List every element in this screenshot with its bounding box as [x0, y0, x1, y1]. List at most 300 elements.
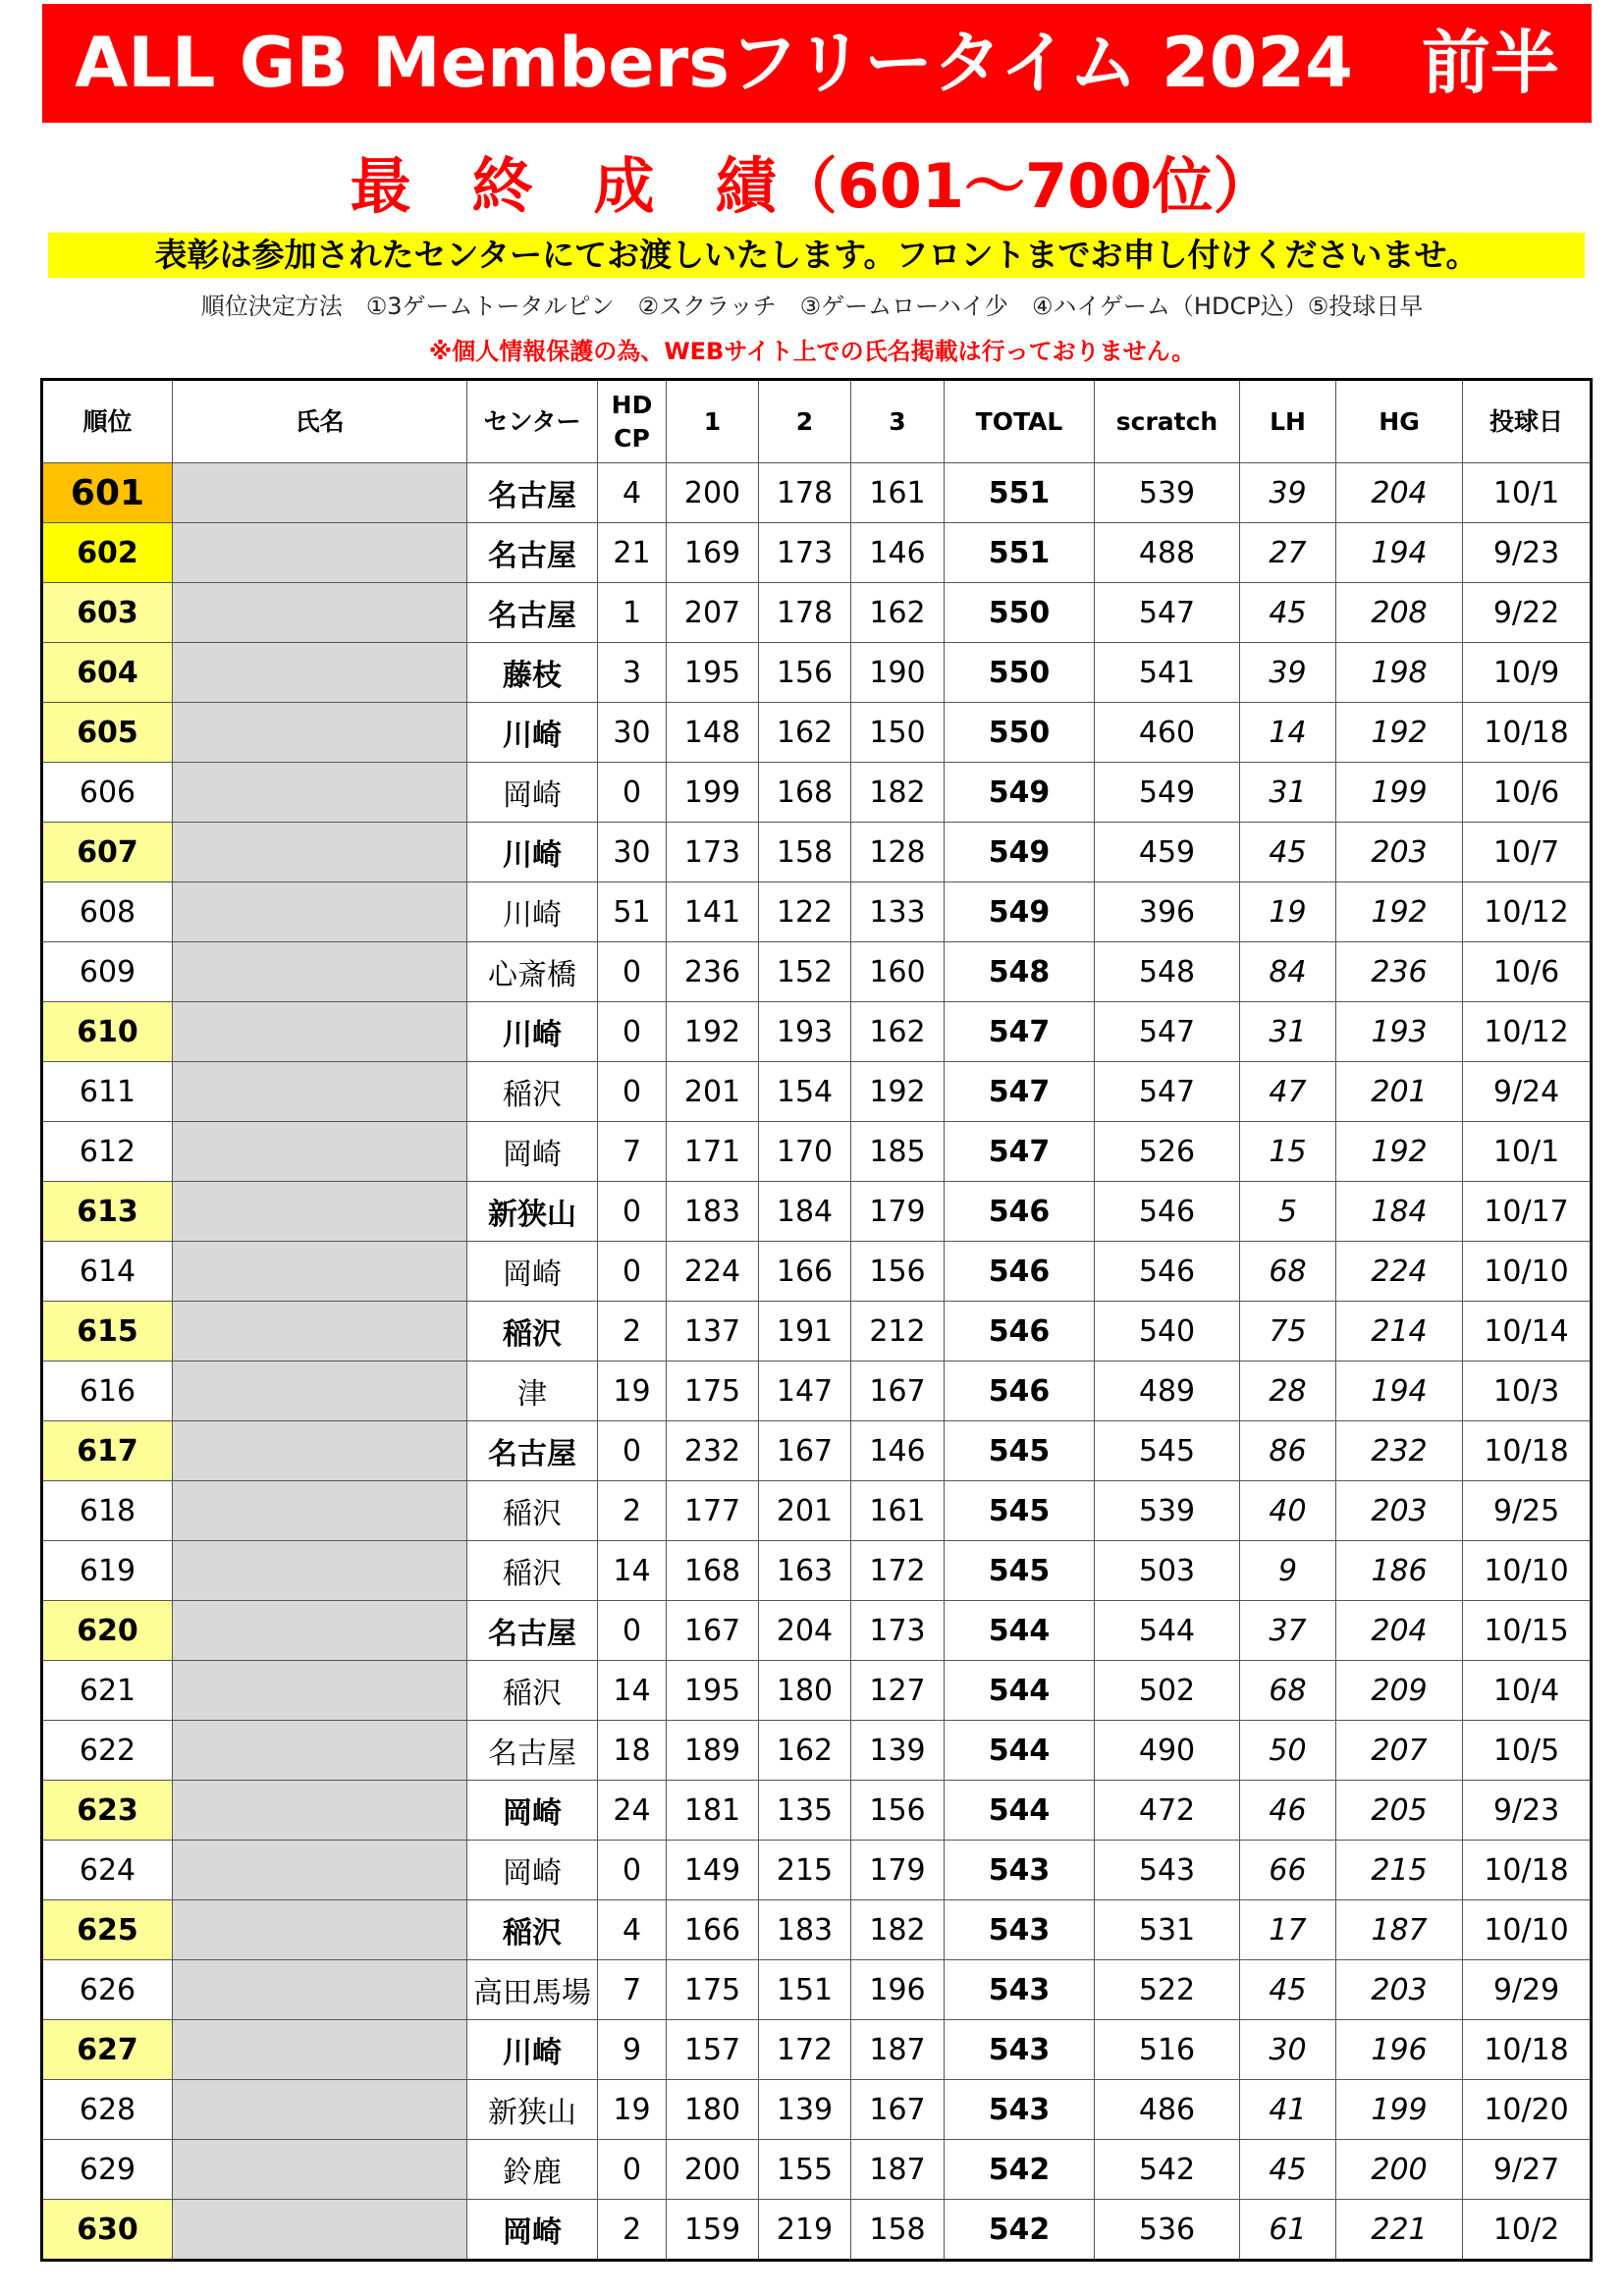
game2-cell: 147 — [759, 1362, 851, 1421]
lh-cell: 50 — [1240, 1721, 1336, 1781]
date-cell: 9/25 — [1463, 1481, 1592, 1541]
game3-cell: 146 — [851, 1421, 945, 1481]
game3-cell: 156 — [851, 1242, 945, 1302]
game1-cell: 141 — [667, 882, 759, 942]
total-cell: 544 — [945, 1661, 1095, 1721]
game2-cell: 139 — [759, 2080, 851, 2140]
name-cell — [173, 1002, 467, 1062]
hdcp-cell: 14 — [598, 1661, 667, 1721]
col-header-name: 氏名 — [173, 380, 467, 463]
hdcp-cell: 19 — [598, 2080, 667, 2140]
game2-cell: 178 — [759, 463, 851, 523]
hg-cell: 204 — [1336, 463, 1463, 523]
scratch-cell: 536 — [1095, 2200, 1240, 2261]
page-title: ALL GB Membersフリータイム 2024 前半 — [42, 4, 1592, 123]
table-row — [42, 1002, 1592, 1062]
lh-cell: 14 — [1240, 703, 1336, 763]
game2-cell: 173 — [759, 523, 851, 583]
total-cell: 543 — [945, 1900, 1095, 1960]
ranking-method-note: 順位決定方法 ①3ゲームトータルピン ②スクラッチ ③ゲームローハイ少 ④ハイゲーム（HDCP込）⑤投球日早 — [200, 293, 1424, 320]
total-cell: 543 — [945, 1960, 1095, 2020]
table-row — [42, 1541, 1592, 1601]
center-cell: 高田馬場 — [467, 1960, 598, 2020]
scratch-cell: 547 — [1095, 583, 1240, 643]
date-cell: 10/10 — [1463, 1242, 1592, 1302]
center-cell: 名古屋 — [467, 1721, 598, 1781]
hdcp-cell: 7 — [598, 1122, 667, 1182]
name-cell — [173, 1541, 467, 1601]
name-cell — [173, 1362, 467, 1421]
hg-cell: 187 — [1336, 1900, 1463, 1960]
game1-cell: 159 — [667, 2200, 759, 2261]
lh-cell: 17 — [1240, 1900, 1336, 1960]
rank-cell: 608 — [42, 882, 173, 942]
game3-cell: 173 — [851, 1601, 945, 1661]
col-header-lh: LH — [1240, 380, 1336, 463]
lh-cell: 84 — [1240, 942, 1336, 1002]
date-cell: 10/10 — [1463, 1541, 1592, 1601]
date-cell: 10/18 — [1463, 1421, 1592, 1481]
hg-cell: 215 — [1336, 1841, 1463, 1900]
col-header-total: TOTAL — [945, 380, 1095, 463]
hg-cell: 196 — [1336, 2020, 1463, 2080]
scratch-cell: 546 — [1095, 1242, 1240, 1302]
rank-cell: 606 — [42, 763, 173, 823]
hdcp-cell: 0 — [598, 1062, 667, 1122]
hdcp-cell: 0 — [598, 1841, 667, 1900]
lh-cell: 86 — [1240, 1421, 1336, 1481]
rank-cell: 623 — [42, 1781, 173, 1841]
hdcp-cell: 19 — [598, 1362, 667, 1421]
center-cell: 新狭山 — [467, 2080, 598, 2140]
rank-cell: 630 — [42, 2200, 173, 2261]
name-cell — [173, 1900, 467, 1960]
date-cell: 10/1 — [1463, 1122, 1592, 1182]
hg-cell: 186 — [1336, 1541, 1463, 1601]
date-cell: 10/15 — [1463, 1601, 1592, 1661]
name-cell — [173, 1661, 467, 1721]
table-row — [42, 763, 1592, 823]
lh-cell: 31 — [1240, 1002, 1336, 1062]
center-cell: 名古屋 — [467, 523, 598, 583]
total-cell: 545 — [945, 1541, 1095, 1601]
center-cell: 岡崎 — [467, 1781, 598, 1841]
hg-cell: 192 — [1336, 1122, 1463, 1182]
game3-cell: 172 — [851, 1541, 945, 1601]
game2-cell: 172 — [759, 2020, 851, 2080]
table-row — [42, 1421, 1592, 1481]
name-cell — [173, 583, 467, 643]
game1-cell: 173 — [667, 823, 759, 882]
col-header-game3: 3 — [851, 380, 945, 463]
name-cell — [173, 882, 467, 942]
rank-cell: 624 — [42, 1841, 173, 1900]
rank-cell: 610 — [42, 1002, 173, 1062]
total-cell: 547 — [945, 1002, 1095, 1062]
privacy-note: ※個人情報保護の為、WEBサイト上での氏名掲載は行っておりません。 — [428, 338, 1196, 365]
game1-cell: 148 — [667, 703, 759, 763]
table-row — [42, 643, 1592, 703]
total-cell: 550 — [945, 643, 1095, 703]
game2-cell: 162 — [759, 703, 851, 763]
game3-cell: 160 — [851, 942, 945, 1002]
total-cell: 551 — [945, 463, 1095, 523]
col-header-rank: 順位 — [42, 380, 173, 463]
game2-cell: 158 — [759, 823, 851, 882]
name-cell — [173, 1481, 467, 1541]
total-cell: 551 — [945, 523, 1095, 583]
hdcp-cell: 4 — [598, 463, 667, 523]
scratch-cell: 539 — [1095, 463, 1240, 523]
game1-cell: 207 — [667, 583, 759, 643]
game3-cell: 196 — [851, 1960, 945, 2020]
game1-cell: 200 — [667, 2140, 759, 2200]
game3-cell: 185 — [851, 1122, 945, 1182]
col-header-date: 投球日 — [1463, 380, 1592, 463]
date-cell: 10/3 — [1463, 1362, 1592, 1421]
center-cell: 藤枝 — [467, 643, 598, 703]
hg-cell: 204 — [1336, 1601, 1463, 1661]
hdcp-cell: 51 — [598, 882, 667, 942]
hdcp-cell: 7 — [598, 1960, 667, 2020]
lh-cell: 39 — [1240, 643, 1336, 703]
center-cell: 岡崎 — [467, 763, 598, 823]
table-row — [42, 1481, 1592, 1541]
game2-cell: 215 — [759, 1841, 851, 1900]
table-row — [42, 2140, 1592, 2200]
lh-cell: 9 — [1240, 1541, 1336, 1601]
game2-cell: 170 — [759, 1122, 851, 1182]
lh-cell: 15 — [1240, 1122, 1336, 1182]
center-cell: 稲沢 — [467, 1541, 598, 1601]
total-cell: 542 — [945, 2200, 1095, 2261]
hdcp-cell: 2 — [598, 1302, 667, 1362]
game2-cell: 183 — [759, 1900, 851, 1960]
table-row — [42, 1601, 1592, 1661]
game1-cell: 171 — [667, 1122, 759, 1182]
results-table — [40, 378, 1593, 2262]
total-cell: 544 — [945, 1721, 1095, 1781]
name-cell — [173, 643, 467, 703]
hdcp-cell: 1 — [598, 583, 667, 643]
table-row — [42, 1960, 1592, 2020]
game3-cell: 158 — [851, 2200, 945, 2261]
hdcp-cell: 0 — [598, 1601, 667, 1661]
game1-cell: 168 — [667, 1541, 759, 1601]
table-row — [42, 823, 1592, 882]
date-cell: 10/4 — [1463, 1661, 1592, 1721]
name-cell — [173, 2200, 467, 2261]
game1-cell: 167 — [667, 1601, 759, 1661]
date-cell: 10/18 — [1463, 703, 1592, 763]
center-cell: 稲沢 — [467, 1900, 598, 1960]
rank-cell: 620 — [42, 1601, 173, 1661]
total-cell: 543 — [945, 1841, 1095, 1900]
hdcp-cell: 0 — [598, 1242, 667, 1302]
total-cell: 545 — [945, 1421, 1095, 1481]
game3-cell: 162 — [851, 1002, 945, 1062]
name-cell — [173, 1122, 467, 1182]
lh-cell: 27 — [1240, 523, 1336, 583]
hdcp-cell: 14 — [598, 1541, 667, 1601]
hg-cell: 214 — [1336, 1302, 1463, 1362]
table-row — [42, 1841, 1592, 1900]
date-cell: 10/6 — [1463, 763, 1592, 823]
game1-cell: 180 — [667, 2080, 759, 2140]
game1-cell: 183 — [667, 1182, 759, 1242]
game2-cell: 204 — [759, 1601, 851, 1661]
scratch-cell: 502 — [1095, 1661, 1240, 1721]
total-cell: 546 — [945, 1182, 1095, 1242]
game1-cell: 189 — [667, 1721, 759, 1781]
name-cell — [173, 2140, 467, 2200]
game2-cell: 166 — [759, 1242, 851, 1302]
total-cell: 546 — [945, 1242, 1095, 1302]
game2-cell: 154 — [759, 1062, 851, 1122]
hg-cell: 199 — [1336, 763, 1463, 823]
table-row — [42, 1242, 1592, 1302]
hg-cell: 194 — [1336, 523, 1463, 583]
lh-cell: 68 — [1240, 1242, 1336, 1302]
game3-cell: 167 — [851, 1362, 945, 1421]
table-header-row — [42, 380, 1592, 463]
center-cell: 心斎橋 — [467, 942, 598, 1002]
center-cell: 川崎 — [467, 1002, 598, 1062]
game2-cell: 151 — [759, 1960, 851, 2020]
date-cell: 9/22 — [1463, 583, 1592, 643]
game2-cell: 167 — [759, 1421, 851, 1481]
name-cell — [173, 1302, 467, 1362]
game3-cell: 179 — [851, 1182, 945, 1242]
center-cell: 新狭山 — [467, 1182, 598, 1242]
lh-cell: 45 — [1240, 583, 1336, 643]
table-row — [42, 882, 1592, 942]
date-cell: 10/6 — [1463, 942, 1592, 1002]
name-cell — [173, 1960, 467, 2020]
lh-cell: 46 — [1240, 1781, 1336, 1841]
hg-cell: 184 — [1336, 1182, 1463, 1242]
game3-cell: 133 — [851, 882, 945, 942]
results-body — [42, 463, 1592, 2261]
rank-cell: 622 — [42, 1721, 173, 1781]
lh-cell: 45 — [1240, 1960, 1336, 2020]
center-cell: 名古屋 — [467, 463, 598, 523]
game3-cell: 139 — [851, 1721, 945, 1781]
scratch-cell: 472 — [1095, 1781, 1240, 1841]
rank-cell: 607 — [42, 823, 173, 882]
scratch-cell: 488 — [1095, 523, 1240, 583]
game1-cell: 149 — [667, 1841, 759, 1900]
game1-cell: 166 — [667, 1900, 759, 1960]
total-cell: 546 — [945, 1302, 1095, 1362]
hg-cell: 209 — [1336, 1661, 1463, 1721]
rank-cell: 627 — [42, 2020, 173, 2080]
scratch-cell: 489 — [1095, 1362, 1240, 1421]
scratch-cell: 542 — [1095, 2140, 1240, 2200]
rank-cell: 626 — [42, 1960, 173, 2020]
date-cell: 10/18 — [1463, 2020, 1592, 2080]
game1-cell: 175 — [667, 1362, 759, 1421]
scratch-cell: 531 — [1095, 1900, 1240, 1960]
game2-cell: 180 — [759, 1661, 851, 1721]
scratch-cell: 486 — [1095, 2080, 1240, 2140]
rank-cell: 613 — [42, 1182, 173, 1242]
game1-cell: 169 — [667, 523, 759, 583]
game1-cell: 232 — [667, 1421, 759, 1481]
scratch-cell: 549 — [1095, 763, 1240, 823]
total-cell: 550 — [945, 703, 1095, 763]
center-cell: 川崎 — [467, 823, 598, 882]
game1-cell: 199 — [667, 763, 759, 823]
scratch-cell: 503 — [1095, 1541, 1240, 1601]
scratch-cell: 522 — [1095, 1960, 1240, 2020]
scratch-cell: 540 — [1095, 1302, 1240, 1362]
center-cell: 稲沢 — [467, 1062, 598, 1122]
table-row — [42, 703, 1592, 763]
name-cell — [173, 1242, 467, 1302]
total-cell: 546 — [945, 1362, 1095, 1421]
hdcp-cell: 0 — [598, 763, 667, 823]
total-cell: 543 — [945, 2080, 1095, 2140]
game2-cell: 162 — [759, 1721, 851, 1781]
total-cell: 545 — [945, 1481, 1095, 1541]
center-cell: 稲沢 — [467, 1302, 598, 1362]
table-row — [42, 1661, 1592, 1721]
table-row — [42, 1900, 1592, 1960]
date-cell: 9/29 — [1463, 1960, 1592, 2020]
game2-cell: 156 — [759, 643, 851, 703]
game2-cell: 122 — [759, 882, 851, 942]
rank-cell: 605 — [42, 703, 173, 763]
lh-cell: 37 — [1240, 1601, 1336, 1661]
game3-cell: 162 — [851, 583, 945, 643]
total-cell: 549 — [945, 823, 1095, 882]
lh-cell: 45 — [1240, 823, 1336, 882]
scratch-cell: 545 — [1095, 1421, 1240, 1481]
rank-cell: 628 — [42, 2080, 173, 2140]
date-cell: 10/2 — [1463, 2200, 1592, 2261]
name-cell — [173, 1781, 467, 1841]
hg-cell: 193 — [1336, 1002, 1463, 1062]
total-cell: 547 — [945, 1062, 1095, 1122]
date-cell: 10/1 — [1463, 463, 1592, 523]
name-cell — [173, 1182, 467, 1242]
table-row — [42, 1122, 1592, 1182]
lh-cell: 19 — [1240, 882, 1336, 942]
hg-cell: 199 — [1336, 2080, 1463, 2140]
game1-cell: 200 — [667, 463, 759, 523]
game1-cell: 157 — [667, 2020, 759, 2080]
date-cell: 9/23 — [1463, 1781, 1592, 1841]
total-cell: 548 — [945, 942, 1095, 1002]
date-cell: 9/27 — [1463, 2140, 1592, 2200]
game1-cell: 177 — [667, 1481, 759, 1541]
hg-cell: 200 — [1336, 2140, 1463, 2200]
total-cell: 547 — [945, 1122, 1095, 1182]
game2-cell: 184 — [759, 1182, 851, 1242]
name-cell — [173, 1421, 467, 1481]
game1-cell: 201 — [667, 1062, 759, 1122]
rank-cell: 601 — [42, 463, 173, 523]
rank-cell: 629 — [42, 2140, 173, 2200]
rank-cell: 618 — [42, 1481, 173, 1541]
date-cell: 10/5 — [1463, 1721, 1592, 1781]
lh-cell: 61 — [1240, 2200, 1336, 2261]
rank-cell: 611 — [42, 1062, 173, 1122]
table-row — [42, 463, 1592, 523]
rank-cell: 619 — [42, 1541, 173, 1601]
table-row — [42, 942, 1592, 1002]
hdcp-cell: 9 — [598, 2020, 667, 2080]
rank-cell: 602 — [42, 523, 173, 583]
game1-cell: 195 — [667, 643, 759, 703]
hdcp-cell: 3 — [598, 643, 667, 703]
hg-cell: 201 — [1336, 1062, 1463, 1122]
scratch-cell: 516 — [1095, 2020, 1240, 2080]
rank-cell: 604 — [42, 643, 173, 703]
name-cell — [173, 1062, 467, 1122]
scratch-cell: 459 — [1095, 823, 1240, 882]
table-row — [42, 1062, 1592, 1122]
hg-cell: 205 — [1336, 1781, 1463, 1841]
hg-cell: 203 — [1336, 1960, 1463, 2020]
col-header-hdcp-line2: CP — [614, 423, 650, 453]
hdcp-cell: 30 — [598, 703, 667, 763]
rank-cell: 614 — [42, 1242, 173, 1302]
date-cell: 10/20 — [1463, 2080, 1592, 2140]
game1-cell: 137 — [667, 1302, 759, 1362]
game3-cell: 190 — [851, 643, 945, 703]
scratch-cell: 543 — [1095, 1841, 1240, 1900]
game1-cell: 181 — [667, 1781, 759, 1841]
date-cell: 10/9 — [1463, 643, 1592, 703]
game3-cell: 187 — [851, 2020, 945, 2080]
game2-cell: 219 — [759, 2200, 851, 2261]
date-cell: 10/14 — [1463, 1302, 1592, 1362]
table-row — [42, 2200, 1592, 2261]
lh-cell: 45 — [1240, 2140, 1336, 2200]
total-cell: 549 — [945, 882, 1095, 942]
col-header-center: センター — [467, 380, 598, 463]
game2-cell: 152 — [759, 942, 851, 1002]
total-cell: 544 — [945, 1781, 1095, 1841]
date-cell: 9/23 — [1463, 523, 1592, 583]
col-header-game1: 1 — [667, 380, 759, 463]
game1-cell: 192 — [667, 1002, 759, 1062]
date-cell: 10/18 — [1463, 1841, 1592, 1900]
name-cell — [173, 1601, 467, 1661]
game2-cell: 135 — [759, 1781, 851, 1841]
hdcp-cell: 0 — [598, 1421, 667, 1481]
center-cell: 名古屋 — [467, 1601, 598, 1661]
game3-cell: 179 — [851, 1841, 945, 1900]
award-notice: 表彰は参加されたセンターにてお渡しいたします。フロントまでお申し付けくださいませ。 — [48, 233, 1585, 278]
hdcp-cell: 2 — [598, 1481, 667, 1541]
game3-cell: 156 — [851, 1781, 945, 1841]
rank-cell: 616 — [42, 1362, 173, 1421]
game3-cell: 128 — [851, 823, 945, 882]
rank-cell: 612 — [42, 1122, 173, 1182]
lh-cell: 28 — [1240, 1362, 1336, 1421]
name-cell — [173, 2080, 467, 2140]
game2-cell: 168 — [759, 763, 851, 823]
center-cell: 鈴鹿 — [467, 2140, 598, 2200]
game3-cell: 146 — [851, 523, 945, 583]
game3-cell: 187 — [851, 2140, 945, 2200]
center-cell: 稲沢 — [467, 1661, 598, 1721]
date-cell: 10/12 — [1463, 882, 1592, 942]
game3-cell: 161 — [851, 463, 945, 523]
